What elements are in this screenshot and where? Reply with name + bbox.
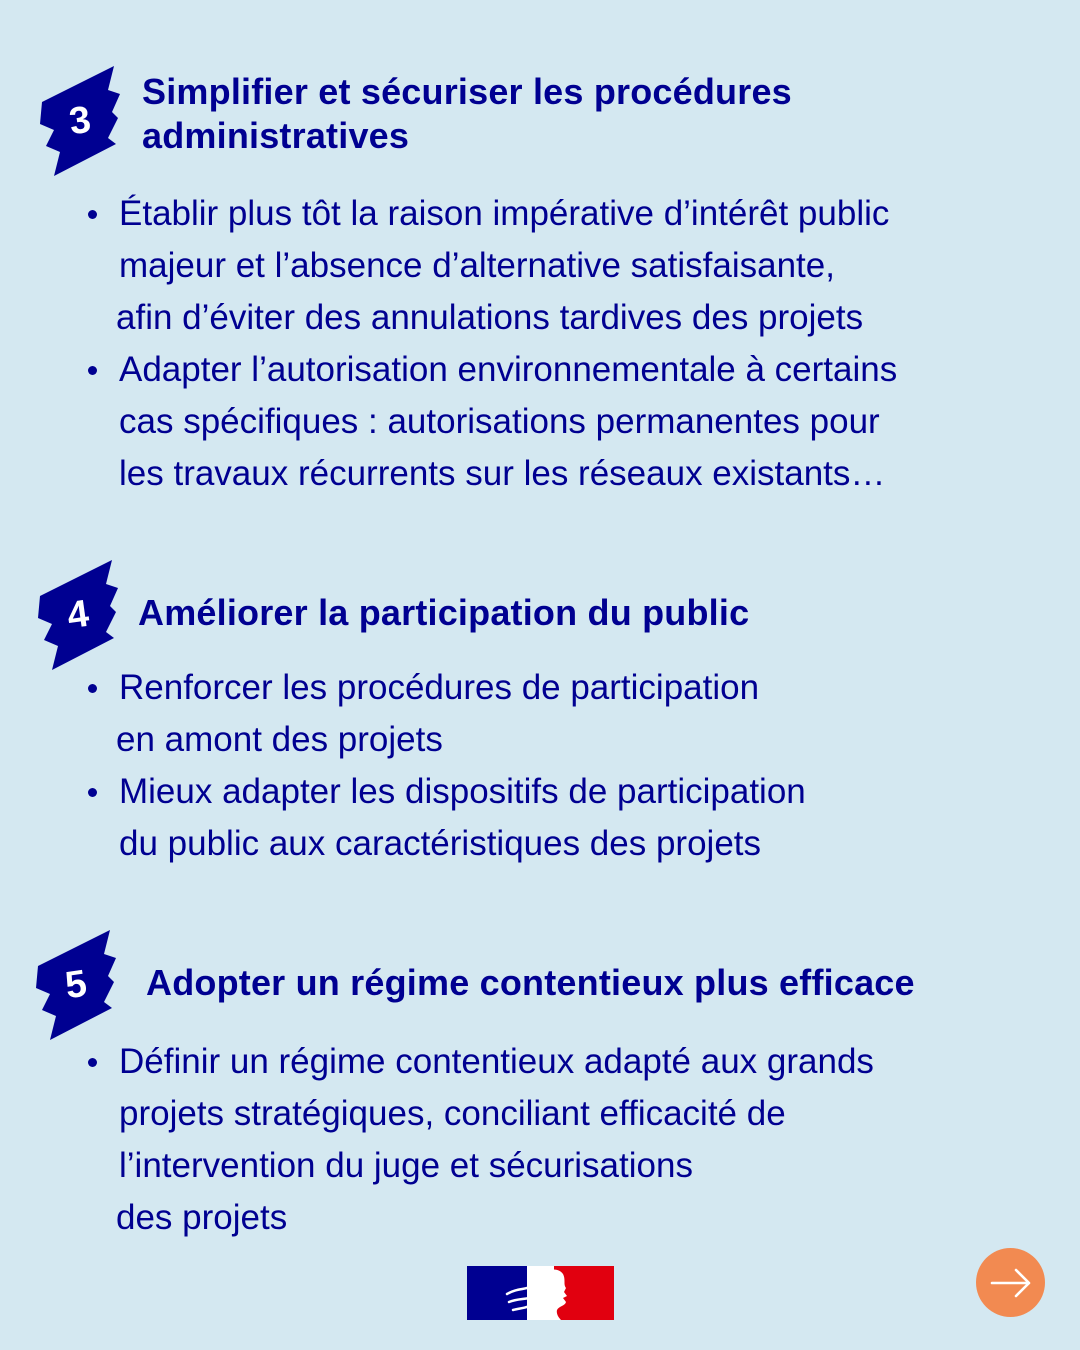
number-badge-4 (36, 560, 120, 670)
list-item: Adapter l’autorisation environnementale à certains cas spécifiques : autorisations permanentes pour les travaux récurrents sur les réseaux existants… (84, 344, 897, 500)
list-item: Établir plus tôt la raison impérative d’intérêt public majeur et l’absence d’alternative satisfaisante, afin d’éviter des annulations tardives des projets (84, 188, 897, 344)
section-number: 5 (62, 962, 90, 1007)
bullet-dot (88, 366, 97, 375)
section-title: Simplifier et sécuriser les procédures administratives (142, 71, 792, 156)
bullet-list (84, 662, 806, 870)
marianne-icon (467, 1266, 614, 1320)
section-title: Adopter un régime contentieux plus efficace (146, 962, 915, 1003)
list-item: Définir un régime contentieux adapté aux grands projets stratégiques, conciliant efficacité de l’intervention du juge et sécurisations des projets (84, 1036, 874, 1244)
next-button[interactable] (976, 1248, 1045, 1317)
bullet-dot (88, 684, 97, 693)
bullet-dot (88, 1058, 97, 1067)
bullet-dot (88, 210, 97, 219)
list-item: Mieux adapter les dispositifs de participation du public aux caractéristiques des projets (84, 766, 806, 870)
arrow-right-icon (988, 1266, 1034, 1300)
section-number: 4 (64, 592, 92, 637)
bullet-list (84, 1036, 874, 1244)
bullet-list (84, 188, 897, 500)
section-number: 3 (66, 98, 94, 143)
number-badge-3 (38, 66, 122, 176)
list-item: Renforcer les procédures de participation en amont des projets (84, 662, 806, 766)
number-badge-5 (34, 930, 118, 1040)
republique-francaise-logo (467, 1266, 614, 1320)
section-title: Améliorer la participation du public (138, 592, 750, 633)
bullet-dot (88, 788, 97, 797)
